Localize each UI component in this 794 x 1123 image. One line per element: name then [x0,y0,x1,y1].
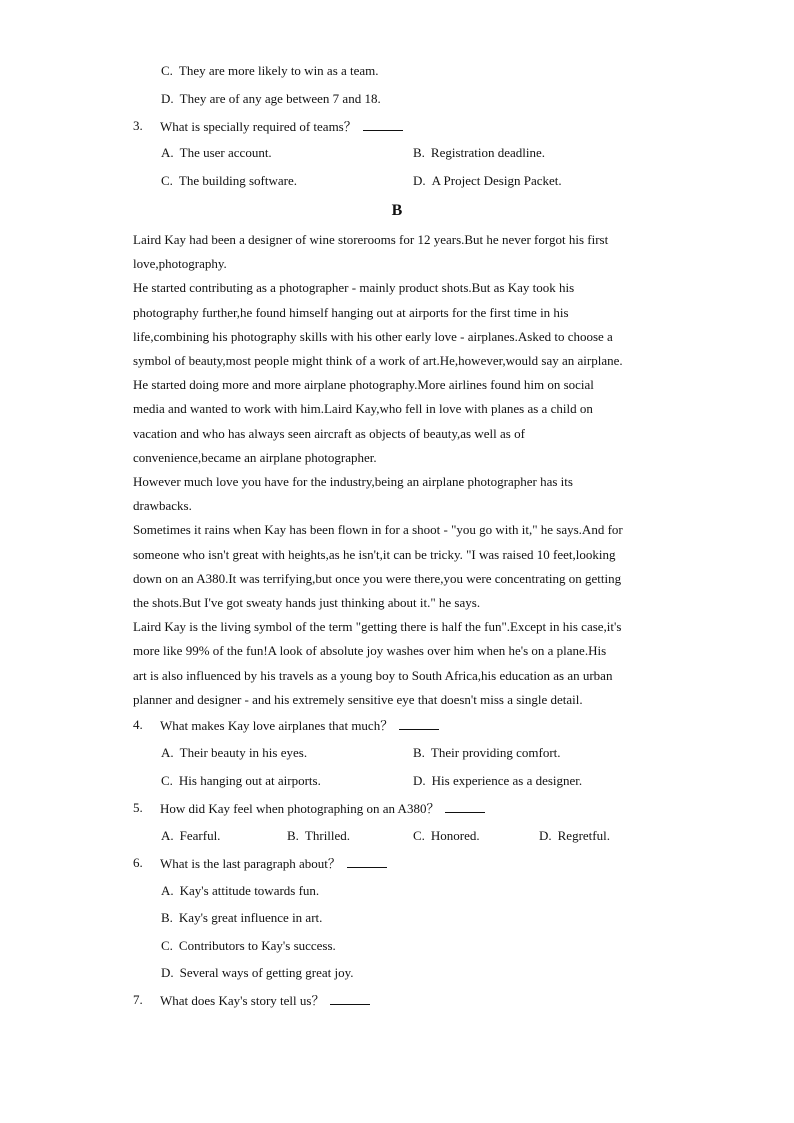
passage-line: planner and designer - and his extremely sensitive eye that doesn't miss a single detail. [133,691,583,707]
q4-option-a [161,745,307,761]
option-text: They are more likely to win as a team. [178,63,379,78]
option-text: His experience as a designer. [431,773,583,788]
option-letter: D. [161,91,174,106]
q6-stem [160,855,387,872]
answer-blank[interactable] [399,717,439,730]
option-letter: C. [161,938,173,953]
q3-option-b [413,145,545,161]
q5-number: 5. [133,800,143,815]
passage-line: more like 99% of the fun!A look of absolute joy washes over him when he's on a plane.His [133,643,607,659]
option-text: Several ways of getting great joy. [179,965,354,980]
question-stem: What makes Kay love airplanes that much？ [160,718,394,733]
option-letter: A. [161,828,174,843]
q6-option-a [161,883,319,899]
section-title: B [391,202,403,219]
q3-number: 3. [133,118,143,133]
q7-stem [160,992,370,1009]
option-letter: D. [161,965,174,980]
option-letter: D. [413,773,426,788]
option-letter: B. [161,910,173,925]
q6-number: 6. [133,855,143,870]
passage-line: someone who isn't great with heights,as he isn't,it can be tricky. "I was raised 10 feet,looking [133,546,616,562]
option-text: The building software. [178,173,297,188]
q2-option-d [161,91,381,107]
q6-option-b [161,910,322,926]
q4-option-d [413,773,582,789]
option-text: They are of any age between 7 and 18. [179,91,381,106]
option-text: Honored. [430,828,480,843]
option-text: Kay's great influence in art. [178,910,323,925]
question-stem: How did Kay feel when photographing on an A380？ [160,801,440,816]
passage-line: However much love you have for the industry,being an airplane photographer has its [133,474,573,490]
q4-option-c [161,773,321,789]
option-text: Their beauty in his eyes. [179,745,308,760]
option-text: The user account. [179,145,272,160]
passage-line: the shots.But I've got sweaty hands just thinking about it." he says. [133,595,481,611]
q3-option-c [161,173,297,189]
passage-line: media and wanted to work with him.Laird Kay,who fell in love with planes as a child on [133,401,593,417]
passage-line: art is also influenced by his travels as a young boy to South Africa,his education as an urban [133,667,613,683]
option-letter: D. [539,828,552,843]
q5-option-a [161,828,220,844]
passage [133,228,663,712]
q3-stem [160,118,403,135]
q5-stem [160,800,485,817]
option-letter: C. [161,173,173,188]
q3-option-d [413,173,562,189]
q4-option-b [413,745,561,761]
option-letter: A. [161,145,174,160]
answer-blank[interactable] [347,855,387,868]
answer-blank[interactable] [363,118,403,131]
option-text: A Project Design Packet. [431,173,562,188]
question-stem: What is specially required of teams？ [160,119,357,134]
option-text: Registration deadline. [430,145,546,160]
option-text: Kay's attitude towards fun. [179,883,320,898]
option-letter: B. [413,745,425,760]
q6-option-d [161,965,354,981]
passage-line: Laird Kay is the living symbol of the term "getting there is half the fun".Except in his case,it's [133,619,622,635]
passage-line: He started doing more and more airplane photography.More airlines found him on social [133,377,594,393]
option-text: Contributors to Kay's success. [178,938,336,953]
q4-number: 4. [133,717,143,732]
option-letter: D. [413,173,426,188]
q4-stem [160,717,439,734]
option-text: Fearful. [179,828,221,843]
answer-blank[interactable] [330,992,370,1005]
passage-line: Laird Kay had been a designer of wine storerooms for 12 years.But he never forgot his first [133,232,609,247]
option-letter: B. [287,828,299,843]
answer-blank[interactable] [445,800,485,813]
option-text: Their providing comfort. [430,745,561,760]
q5-option-c [413,828,480,844]
option-text: Thrilled. [304,828,351,843]
q7-number: 7. [133,992,143,1007]
option-letter: B. [413,145,425,160]
option-letter: C. [413,828,425,843]
passage-line: down on an A380.It was terrifying,but once you were there,you were concentrating on getting [133,570,622,586]
option-letter: C. [161,63,173,78]
question-stem: What is the last paragraph about？ [160,856,341,871]
option-letter: A. [161,745,174,760]
passage-line: vacation and who has always seen aircraft as objects of beauty,as well as of [133,425,525,441]
q5-option-b [287,828,350,844]
passage-line: Sometimes it rains when Kay has been flown in for a shoot - "you go with it," he says.And for [133,522,623,538]
q3-option-a [161,145,272,161]
option-text: His hanging out at airports. [178,773,321,788]
passage-line: life,combining his photography skills with his other early love - airplanes.Asked to choose a [133,328,613,344]
passage-line: He started contributing as a photographer - mainly product shots.But as Kay took his [133,280,575,296]
question-stem: What does Kay's story tell us？ [160,993,325,1008]
q5-option-d [539,828,610,844]
option-letter: A. [161,883,174,898]
passage-line: convenience,became an airplane photographer. [133,449,377,465]
passage-line: photography further,he found himself hanging out at airports for the first time in his [133,304,569,320]
q6-option-c [161,938,336,954]
option-letter: C. [161,773,173,788]
option-text: Regretful. [557,828,610,843]
q2-option-c [161,63,379,79]
passage-line: love,photography. [133,256,227,272]
passage-line: symbol of beauty,most people might think of a work of art.He,however,would say an airplane. [133,353,623,369]
passage-line: drawbacks. [133,498,192,514]
